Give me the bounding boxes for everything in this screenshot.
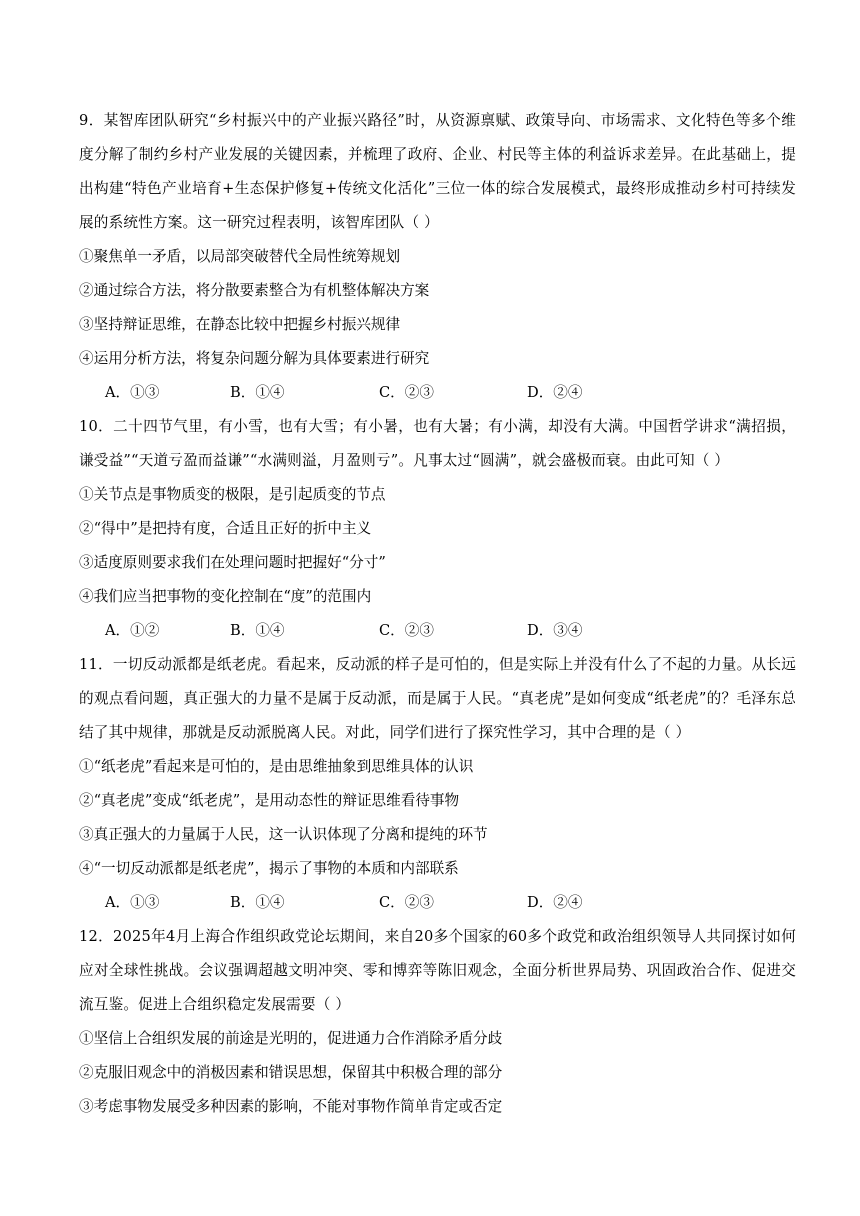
- choice-d[interactable]: D．②④: [527, 384, 583, 401]
- question-stem: 12．2025年4月上海合作组织政党论坛期间，来自20多个国家的60多个政党和政治组织领导人共同探讨如何应对全球性挑战。会议强调超越文明冲突、零和博弈等陈旧观念，全面分析世界局势、巩固政治合作、促进交流互鉴。促进上合组织稳定发展需要（ ）: [79, 928, 796, 1013]
- choice-c[interactable]: C．②③: [379, 622, 434, 639]
- choice-a[interactable]: A．①③: [105, 384, 160, 401]
- choice-b[interactable]: B．①④: [230, 622, 285, 639]
- choice-d[interactable]: D．②④: [527, 894, 583, 911]
- statement-2: ②通过综合方法，将分散要素整合为有机整体解决方案: [79, 282, 430, 299]
- question-stem: 9．某智库团队研究“乡村振兴中的产业振兴路径”时，从资源禀赋、政策导向、市场需求、文化特色等多个维度分解了制约乡村产业发展的关键因素，并梳理了政府、企业、村民等主体的利益诉求差异。在此基础上，提出构建“特色产业培育+生态保护修复+传统文化活化”三位一体的综合发展模式，最终形成推动乡村可持续发展的系统性方案。这一研究过程表明，该智库团队（ ）: [79, 112, 796, 231]
- choice-c[interactable]: C．②③: [379, 384, 434, 401]
- statement-1: ①坚信上合组织发展的前途是光明的，促进通力合作消除矛盾分歧: [79, 1030, 503, 1047]
- statement-3: ③适度原则要求我们在处理问题时把握好“分寸”: [79, 554, 386, 571]
- statement-2: ②“得中”是把持有度，合适且正好的折中主义: [79, 520, 372, 537]
- statement-4: ④我们应当把事物的变化控制在“度”的范围内: [79, 588, 372, 605]
- question-stem: 10．二十四节气里，有小雪，也有大雪；有小暑，也有大暑；有小满，却没有大满。中国哲学讲求“满招损，谦受益”“天道亏盈而益谦”“水满则溢，月盈则亏”。凡事太过“圆满”，就会盛极而衰。由此可知（ ）: [79, 418, 796, 469]
- statement-1: ①聚焦单一矛盾，以局部突破替代全局性统筹规划: [79, 248, 401, 265]
- question-12: [79, 920, 796, 1124]
- question-9: [79, 104, 796, 410]
- question-stem: 11．一切反动派都是纸老虎。看起来，反动派的样子是可怕的，但是实际上并没有什么了不起的力量。从长远的观点看问题，真正强大的力量不是属于反动派，而是属于人民。“真老虎”是如何变成“纸老虎”的？毛泽东总结了其中规律，那就是反动派脱离人民。对此，同学们进行了探究性学习，其中合理的是（ ）: [79, 656, 796, 741]
- statement-4: ④运用分析方法，将复杂问题分解为具体要素进行研究: [79, 350, 430, 367]
- answer-choices: [79, 614, 796, 648]
- statement-1: ①关节点是事物质变的极限，是引起质变的节点: [79, 486, 386, 503]
- statement-3: ③真正强大的力量属于人民，这一认识体现了分离和提纯的环节: [79, 826, 488, 843]
- question-11: [79, 648, 796, 920]
- choice-a[interactable]: A．①②: [105, 622, 160, 639]
- answer-choices: [79, 376, 796, 410]
- choice-b[interactable]: B．①④: [230, 894, 285, 911]
- statement-3: ③考虑事物发展受多种因素的影响，不能对事物作简单肯定或否定: [79, 1098, 503, 1115]
- statement-2: ②克服旧观念中的消极因素和错误思想，保留其中积极合理的部分: [79, 1064, 503, 1081]
- statement-3: ③坚持辩证思维，在静态比较中把握乡村振兴规律: [79, 316, 401, 333]
- answer-choices: [79, 886, 796, 920]
- statement-2: ②“真老虎”变成“纸老虎”，是用动态性的辩证思维看待事物: [79, 792, 460, 809]
- choice-c[interactable]: C．②③: [379, 894, 434, 911]
- choice-b[interactable]: B．①④: [230, 384, 285, 401]
- statement-1: ①“纸老虎”看起来是可怕的，是由思维抽象到思维具体的认识: [79, 758, 474, 775]
- statement-4: ④“一切反动派都是纸老虎”，揭示了事物的本质和内部联系: [79, 860, 459, 877]
- choice-a[interactable]: A．①③: [105, 894, 160, 911]
- choice-d[interactable]: D．③④: [527, 622, 583, 639]
- question-10: [79, 410, 796, 648]
